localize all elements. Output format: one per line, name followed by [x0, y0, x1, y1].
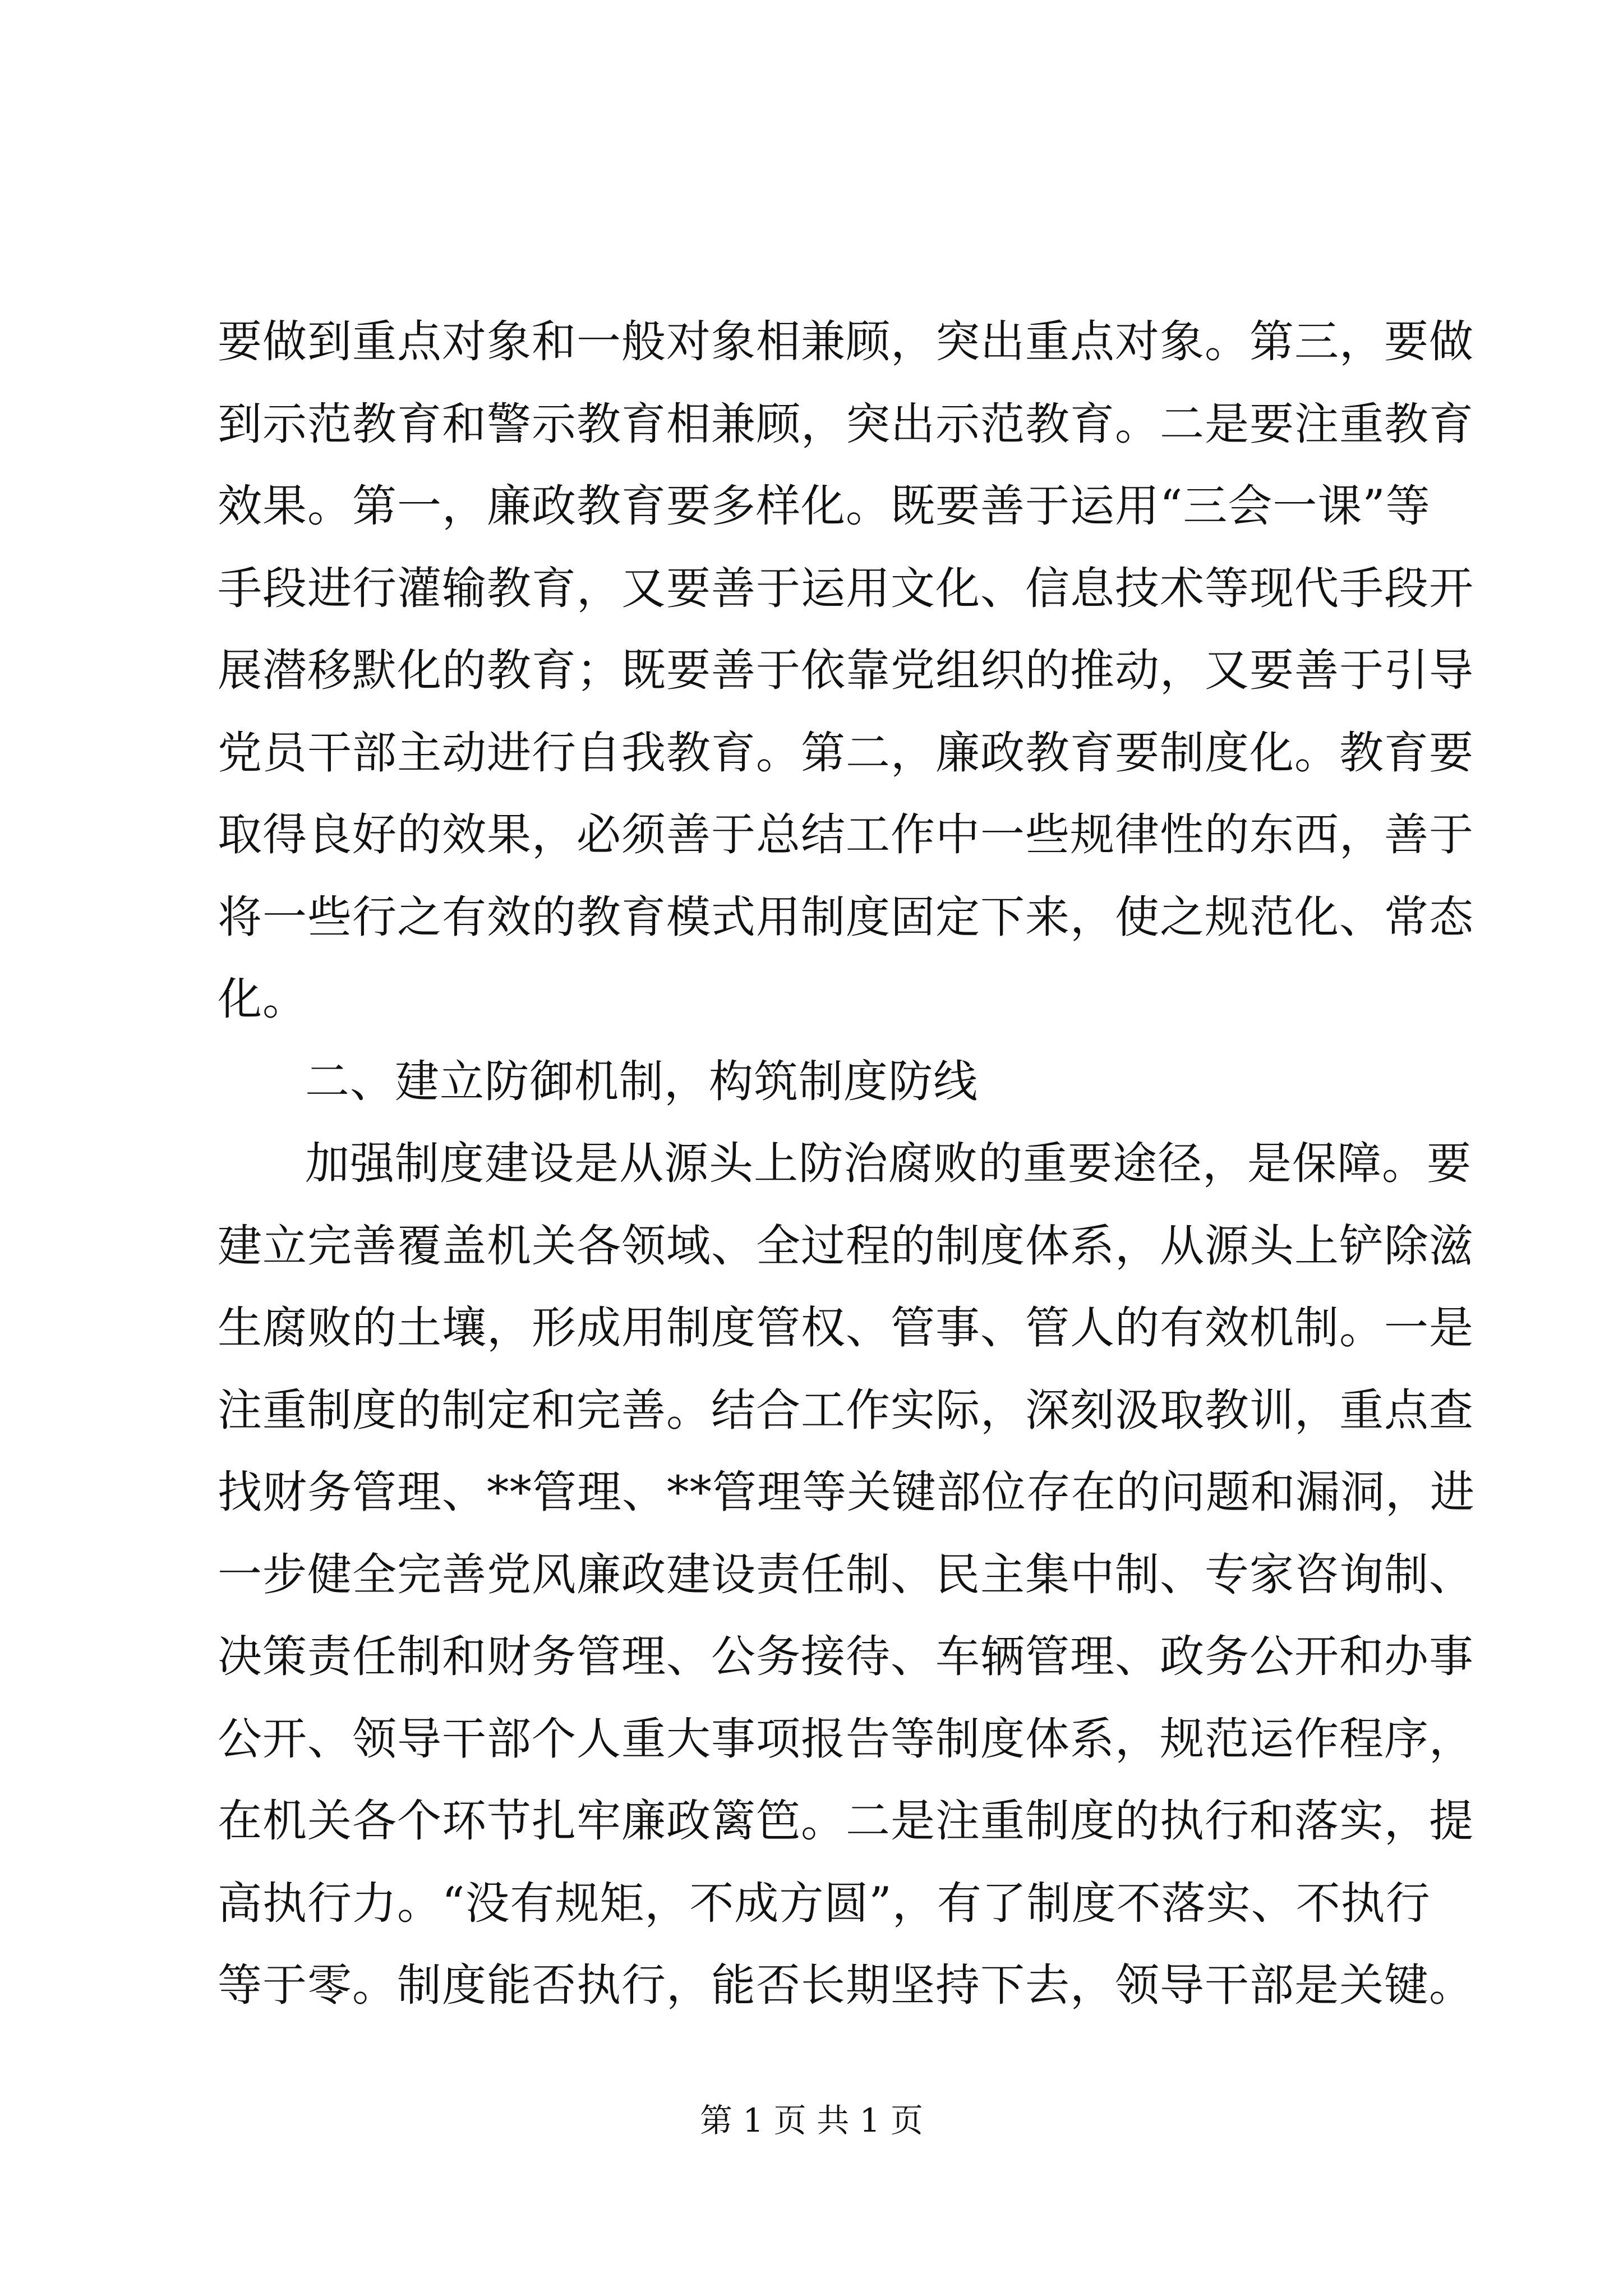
page-number-footer: 第 1 页 共 1 页: [700, 2101, 923, 2139]
body-line: 高执行力。“没有规矩，不成方圆”，有了制度不落实、不执行: [218, 1877, 1431, 1929]
body-line: 找财务管理、**管理、**管理等关键部位存在的问题和漏洞，进: [218, 1466, 1475, 1518]
body-line: 化。: [218, 973, 307, 1025]
body-line: 生腐败的土壤，形成用制度管权、管事、管人的有效机制。一是: [218, 1302, 1474, 1354]
body-line: 将一些行之有效的教育模式用制度固定下来，使之规范化、常态: [218, 891, 1474, 943]
section-heading: 二、建立防御机制，构筑制度防线: [305, 1055, 978, 1107]
body-line: 建立完善覆盖机关各领域、全过程的制度体系，从源头上铲除滋: [218, 1220, 1474, 1272]
body-line: 到示范教育和警示教育相兼顾，突出示范教育。二是要注重教育: [218, 398, 1474, 450]
body-line: 在机关各个环节扎牢廉政篱笆。二是注重制度的执行和落实，提: [218, 1795, 1474, 1847]
body-line: 注重制度的制定和完善。结合工作实际，深刻汲取教训，重点查: [218, 1384, 1474, 1436]
body-line: 一步健全完善党风廉政建设责任制、民主集中制、专家咨询制、: [218, 1548, 1474, 1600]
body-line: 效果。第一，廉政教育要多样化。既要善于运用“三会一课”等: [218, 480, 1431, 532]
body-line: 等于零。制度能否执行，能否长期坚持下去，领导干部是关键。: [218, 1959, 1474, 2011]
body-line: 加强制度建设是从源头上防治腐败的重要途径，是保障。要: [305, 1138, 1472, 1189]
body-line: 展潜移默化的教育；既要善于依靠党组织的推动，又要善于引导: [218, 645, 1474, 696]
body-line: 要做到重点对象和一般对象相兼顾，突出重点对象。第三，要做: [218, 316, 1474, 367]
document-body: [218, 301, 1475, 2027]
body-line: 手段进行灌输教育，又要善于运用文化、信息技术等现代手段开: [218, 562, 1474, 614]
body-line: 取得良好的效果，必须善于总结工作中一些规律性的东西，善于: [218, 809, 1474, 861]
body-line: 决策责任制和财务管理、公务接待、车辆管理、政务公开和办事: [218, 1631, 1474, 1682]
body-line: 公开、领导干部个人重大事项报告等制度体系，规范运作程序，: [218, 1713, 1474, 1765]
body-line: 党员干部主动进行自我教育。第二，廉政教育要制度化。教育要: [218, 726, 1474, 779]
